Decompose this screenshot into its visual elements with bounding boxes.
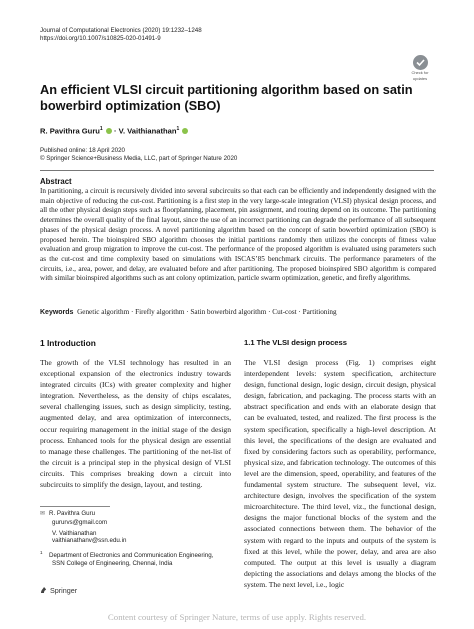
affiliation-line: SSN College of Engineering, Chennai, India — [52, 560, 173, 568]
courtesy-watermark: Content courtesy of Springer Nature, terms of use apply. Rights reserved. — [107, 612, 367, 622]
author-list — [40, 126, 188, 136]
published-date: Published online: 18 April 2020 — [40, 147, 125, 154]
publisher-logo — [40, 586, 77, 595]
journal-header — [40, 27, 202, 43]
affiliation-sup: 1 — [176, 126, 180, 132]
publication-info — [40, 147, 237, 163]
subsection-heading-design-process: 1.1 The VLSI design process — [244, 338, 347, 347]
author-footnotes — [40, 510, 230, 568]
keywords-list: Genetic algorithm · Firefly algorithm · Satin bowerbird algorithm · Cut-cost · Partitioning — [77, 308, 337, 316]
author-name[interactable]: V. Vaithianathan — [118, 126, 177, 136]
section-heading-introduction: 1 Introduction — [40, 338, 96, 348]
orcid-icon[interactable] — [182, 128, 188, 134]
paper-title: An efficient VLSI circuit partitioning algorithm based on satin bowerbird optimization (SBO) — [40, 82, 413, 113]
author-name[interactable]: R. Pavithra Guru — [40, 126, 100, 136]
keywords — [40, 308, 436, 316]
footnote-email[interactable]: gururvs@gmail.com — [52, 518, 108, 526]
badge-line-1: Check for — [411, 70, 429, 75]
introduction-text: The growth of the VLSI technology has resulted in an exceptional expansion of the electronics industry towards integrated circuits (ICs) with greater complexity and higher integration. Nevertheless, as the density of chips escalates, several challenging issues, such as design simplicity, testing, augmented delay, and area optimization of interconnects, occur requiring management in the initial stage of the design process. Enhanced tools for the physical design are essential to manage these challenges. The partitioning of the net-list of the circuit is a principal step in the physical design of VLSI circuits. This comprises breaking down a circuit into subcircuits to simplify the design, layout, and testing. — [40, 358, 231, 490]
badge-line-2: updates — [412, 75, 428, 81]
check-for-updates-badge[interactable] — [406, 55, 434, 81]
publisher-name: Springer — [50, 586, 78, 595]
footnote-author-name: R. Pavithra Guru — [49, 510, 96, 517]
keywords-label: Keywords — [40, 309, 74, 316]
journal-citation: Journal of Computational Electronics (2020) 19:1232–1248 — [40, 27, 202, 34]
design-process-text: The VLSI design process (Fig. 1) comprises eight interdependent levels: system specification, architecture design, functional design, logic design, circuit design, physical design, fabrication, and packaging. The process starts with an abstract specification and ends with an elaborate design that can be evaluated, tested, and realized. The first process is the system specification, specifically a high-level description. At this level, the specifications of the design are evaluated and fixed by considering factors such as operability, performance, physical size, and fabrication technology. The outcomes of this level are the dimension, speed, operability, and features of the fundamental system structure. The subsequent level, viz. architecture design, involves the specification of the system microarchitecture. The third level, viz., the functional design, designs the major functional blocks of the system and the associated connections between them. The behavior of the system with regard to the inputs and outputs of the system is fixed at this level, while the power, delay, and area are also computed. The output at this level is usually a diagram depicting the associations and delays among the blocks of the system. The next level, i.e., logic — [244, 358, 436, 589]
check-for-updates-icon — [413, 55, 428, 70]
footnote-author-name: V. Vaithianathan — [52, 529, 97, 537]
affiliation-line: Department of Electronics and Communication Engineering, — [49, 552, 214, 560]
abstract-text: In partitioning, a circuit is recursively divided into several subcircuits so that each can be efficiently and independently designed with the main objective of reducing the cut-cost. Partitioning is a first step in the very large-scale integration (VLSI) physical design process, and all the other physical design steps such as floorplanning, placement, pin assignment, and routing depend on its outcome. The partitioning determines the overall quality of the final layout, since the use of an incorrect partitioning can degrade the performance of all subsequent phases of the physical design process. A novel partitioning algorithm based on the concept of satin bowerbird optimization (SBO) is proposed herein. The bioinspired SBO algorithm chooses the initial partitions randomly then utilizes the concepts of fitness value evaluation and group migration to improve the cut-cost. The performance of the proposed algorithm is evaluated using parameters such as the cut-cost and time complexity based on simulations with ISCAS’85 benchmark circuits. The performance parameters of the circuits, i.e., area, power, and delay, are evaluated before and after partitioning. The proposed bioinspired SBO algorithm is compared with similar bioinspired algorithms such as ant colony optimization, particle swarm optimization, genetic, and firefly algorithms. — [40, 187, 436, 283]
affiliation-sup: 1 — [40, 550, 43, 556]
springer-horse-logo-icon — [40, 586, 50, 595]
author-separator: · — [111, 126, 119, 136]
affiliation-sup: 1 — [99, 126, 103, 132]
abstract-heading: Abstract — [40, 177, 72, 186]
doi-link[interactable]: https://doi.org/10.1007/s10825-020-01491-9 — [40, 35, 161, 42]
envelope-icon: ✉ — [40, 511, 46, 517]
footnote-divider — [40, 506, 110, 507]
copyright-line: © Springer Science+Business Media, LLC, part of Springer Nature 2020 — [40, 155, 238, 162]
footnote-email[interactable]: vaithianathanv@ssn.edu.in — [52, 537, 127, 545]
divider — [40, 170, 434, 171]
